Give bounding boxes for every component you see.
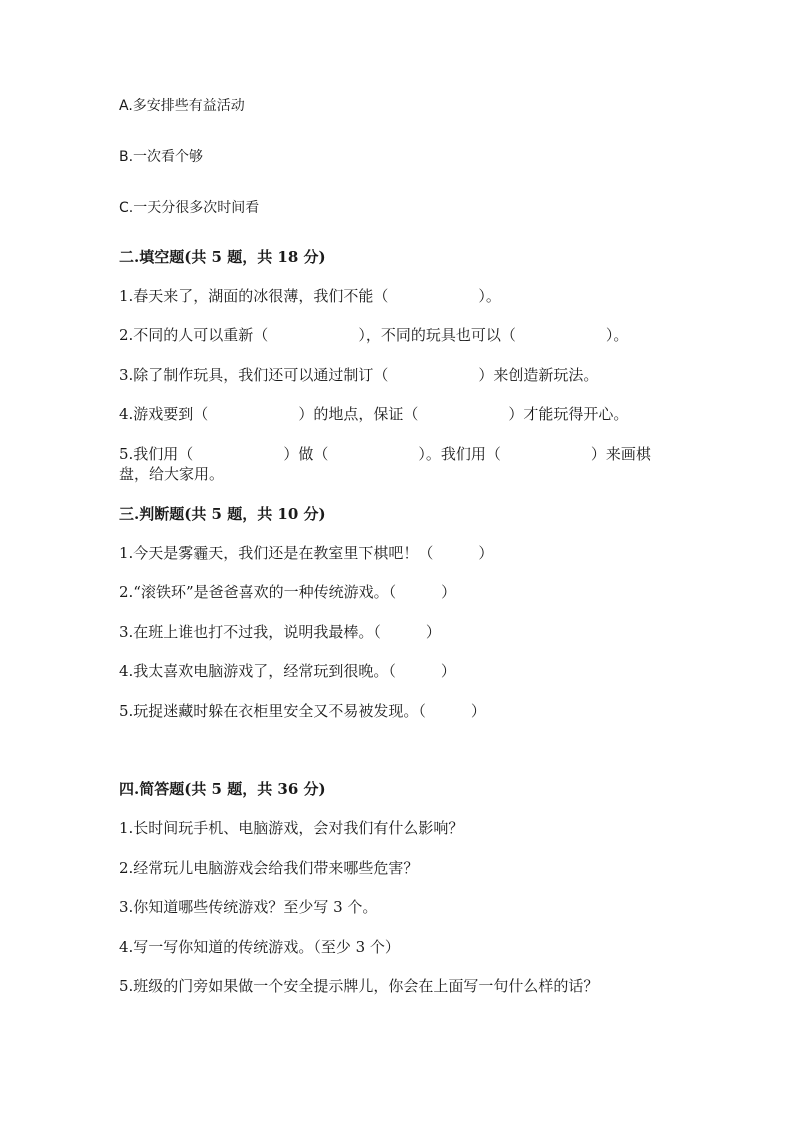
choice-option-a: A.多安排些有益活动 xyxy=(119,98,245,114)
choice-option-c: C.一天分很多次时间看 xyxy=(119,200,260,216)
fill-question-5: 5.我们用（ ）做（ ）。我们用（ ）来画棋盘，给大家用。 xyxy=(119,445,651,483)
fill-question-1: 1.春天来了，湖面的冰很薄，我们不能（ ）。 xyxy=(119,287,501,305)
short-question-5: 5.班级的门旁如果做一个安全提示牌儿，你会在上面写一句什么样的话？ xyxy=(119,977,599,995)
short-question-2: 2.经常玩儿电脑游戏会给我们带来哪些危害？ xyxy=(119,859,419,877)
judge-question-5: 5.玩捉迷藏时躲在衣柜里安全又不易被发现。（ ） xyxy=(119,702,486,720)
judge-question-2: 2.“滚铁环”是爸爸喜欢的一种传统游戏。（ ） xyxy=(119,583,457,601)
fill-question-4: 4.游戏要到（ ）的地点，保证（ ）才能玩得开心。 xyxy=(119,405,629,423)
section-title-fill: 二.填空题(共 5 题，共 18 分) xyxy=(119,248,326,266)
choice-option-b: B.一次看个够 xyxy=(119,149,204,165)
judge-question-3: 3.在班上谁也打不过我，说明我最棒。（ ） xyxy=(119,623,441,641)
section-title-short: 四.简答题(共 5 题，共 36 分) xyxy=(119,780,326,798)
section-title-judge: 三.判断题(共 5 题，共 10 分) xyxy=(119,505,326,523)
judge-question-1: 1.今天是雾霾天，我们还是在教室里下棋吧！（ ） xyxy=(119,544,494,562)
judge-question-4: 4.我太喜欢电脑游戏了，经常玩到很晚。（ ） xyxy=(119,662,456,680)
fill-question-2: 2.不同的人可以重新（ ），不同的玩具也可以（ ）。 xyxy=(119,326,629,344)
short-question-3: 3.你知道哪些传统游戏？至少写 3 个。 xyxy=(119,898,378,916)
fill-question-3: 3.除了制作玩具，我们还可以通过制订（ ）来创造新玩法。 xyxy=(119,366,599,384)
short-question-1: 1.长时间玩手机、电脑游戏，会对我们有什么影响？ xyxy=(119,819,464,837)
short-question-4: 4.写一写你知道的传统游戏。（至少 3 个） xyxy=(119,938,400,956)
